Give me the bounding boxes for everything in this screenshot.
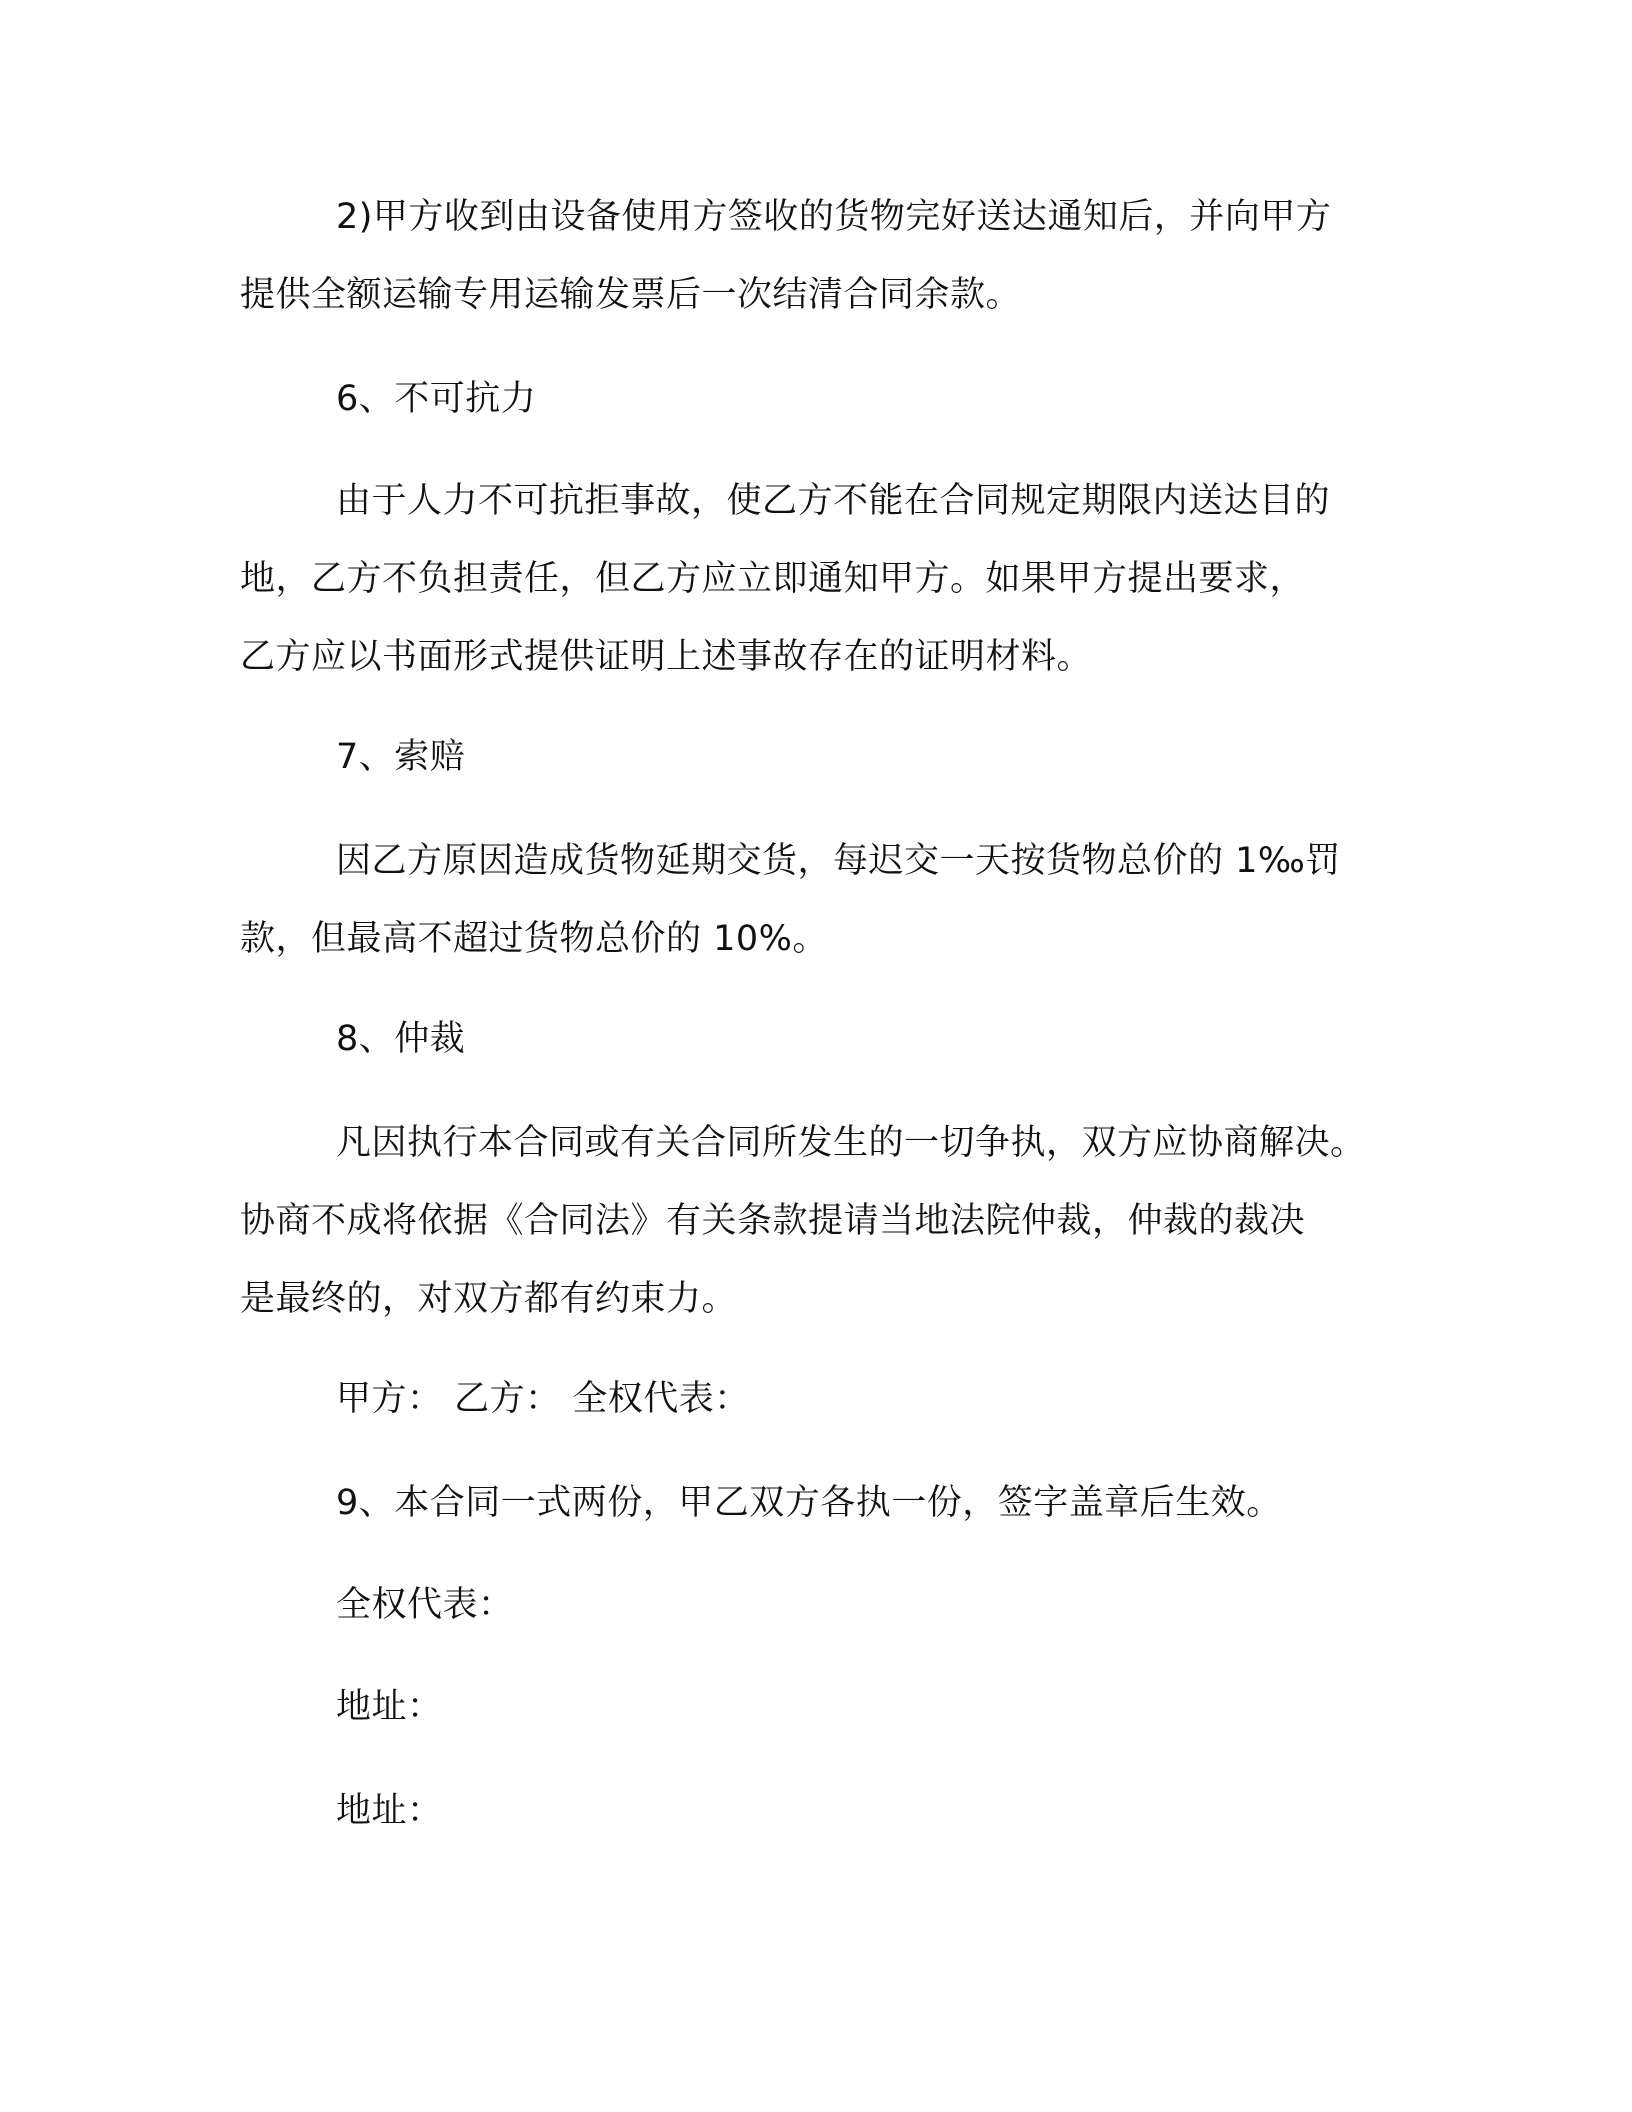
payment-paragraph <box>240 178 1400 334</box>
parties-line <box>240 1360 1400 1438</box>
address-line-1 <box>240 1668 1400 1746</box>
paragraph-line: 地，乙方不负担责任，但乙方应立即通知甲方。如果甲方提出要求， <box>240 559 1306 599</box>
paragraph-line: 提供全额运输专用运输发票后一次结清合同余款。 <box>240 275 1022 315</box>
representative-label: 全权代表： <box>336 1585 514 1625</box>
paragraph-line: 因乙方原因造成货物延期交货，每迟交一天按货物总价的 1‰罚 <box>336 841 1341 881</box>
section-9 <box>240 1464 1400 1542</box>
section-9-text: 9、本合同一式两份，甲乙双方各执一份，签字盖章后生效。 <box>336 1483 1282 1523</box>
address-label: 地址： <box>336 1687 443 1727</box>
paragraph-line: 乙方应以书面形式提供证明上述事故存在的证明材料。 <box>240 637 1093 677</box>
section-heading: 6、不可抗力 <box>336 379 537 419</box>
force-majeure-paragraph <box>240 462 1400 696</box>
section-6-heading <box>240 360 1400 438</box>
address-line-2 <box>240 1772 1400 1850</box>
section-7-heading <box>240 718 1400 796</box>
paragraph-line: 款，但最高不超过货物总价的 10%。 <box>240 919 828 959</box>
representative-line <box>240 1566 1400 1644</box>
paragraph-line: 凡因执行本合同或有关合同所发生的一切争执，双方应协商解决。 <box>336 1123 1366 1163</box>
paragraph-line: 是最终的，对双方都有约束力。 <box>240 1279 738 1319</box>
claims-paragraph <box>240 822 1400 978</box>
paragraph-line: 2)甲方收到由设备使用方签收的货物完好送达通知后，并向甲方 <box>336 197 1332 237</box>
paragraph-line: 由于人力不可抗拒事故，使乙方不能在合同规定期限内送达目的 <box>336 481 1331 521</box>
address-label: 地址： <box>336 1791 443 1831</box>
arbitration-paragraph <box>240 1104 1400 1338</box>
section-heading: 7、索赔 <box>336 737 466 777</box>
section-8-heading <box>240 1000 1400 1078</box>
paragraph-line: 协商不成将依据《合同法》有关条款提请当地法院仲裁，仲裁的裁决 <box>240 1201 1306 1241</box>
section-heading: 8、仲裁 <box>336 1019 466 1059</box>
parties-text: 甲方： 乙方： 全权代表： <box>336 1379 750 1419</box>
